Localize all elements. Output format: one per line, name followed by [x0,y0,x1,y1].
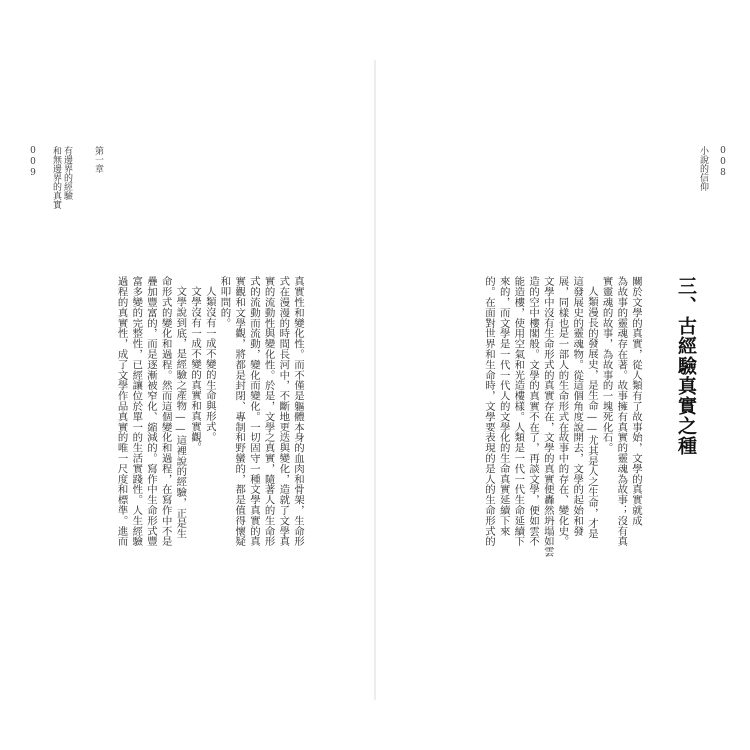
body-line: 來的，而文學是一代一代人的文學化的生命真實延續下來 [497,276,510,536]
body-line: 這發展史的靈魂物。從這個角度說開去，文學的起始和發 [571,276,584,536]
right-page-body [481,276,643,557]
body-line: 實靈魂的故事，為故事的一塊死化石。 [600,276,613,453]
body-line: 人類沒有一成不變的生命與形式。 [203,286,216,442]
body-line: 的。在面對世界和生命時，文學要表現的是人的生命形式的 [482,276,495,547]
body-line: 式在漫漫的時間長河中，不斷地更迭與變化，造就了文學真 [277,276,290,547]
body-line: 和叩問的。 [218,276,231,328]
body-line: 命形式的變化和過程。然而這個變化和過程，在寫作中不是 [159,276,172,547]
body-line: 展，同樣也是一部人的生命形式在故事中的存在、變化史。 [556,276,569,547]
chapter-label: 第一章 [93,146,103,173]
body-line: 實觀和文學觀，將都是封閉、專制和野蠻的，都是值得懷疑 [233,276,246,547]
body-line: 實的流動性與變化性。於是，文學之真實，隨著人的生命形 [262,276,275,547]
left-page-number: 009 [28,146,38,179]
body-line: 疊加豐富的，而是逐漸被窄化、縮減的。寫作中生命形式豐 [144,276,157,547]
body-line: 式的流動而流動，變化而變化。一切固守一種文學真實的真 [247,276,260,547]
page-gutter [374,60,376,700]
body-line: 過程的真實性，成了文學作品真實的唯一尺度和標準。進而 [115,276,128,547]
body-line: 富多變的完整性，已經讓位於單一的生活實踐性。人生經驗 [130,276,143,547]
left-header-line2: 和無邊界的真實 [51,146,61,209]
right-running-header: 小說的信仰 [698,146,708,191]
body-line: 文學說到底，是經驗之產物——這裡說的經驗，正是生 [174,286,187,539]
body-line: 文學中沒有生命形式的真實存在，文學的真實便轟然坍塌如雲 [541,276,554,557]
left-running-header [50,146,72,209]
body-line: 造的空中樓閣般。文學的真實不在了，再談文學，便如雲不 [527,276,540,547]
body-line: 文學沒有一成不變的真實和真實觀。 [189,286,202,453]
left-page-body [114,276,305,546]
body-line: 關於文學的真實，從人類有了故事始，文學的真實就成 [630,276,642,526]
body-line: 真實性和變化性。而不僅是軀體本身的血肉和骨架，生命形 [292,276,304,547]
right-page-number: 008 [718,146,728,179]
body-line: 人類漫長的發展史，是生命——尤其是人之生命，才是 [585,286,598,539]
body-line: 為故事的靈魂存在著。故事擁有真實的靈魂為故事；沒有真 [615,276,628,547]
section-title: 三、古經驗真實之種 [675,276,697,456]
body-line: 能造樓，使用空氣和光造樓樣。人類是一代一代生命延續下 [512,276,525,547]
left-header-line1: 有邊界的經驗 [62,146,72,200]
